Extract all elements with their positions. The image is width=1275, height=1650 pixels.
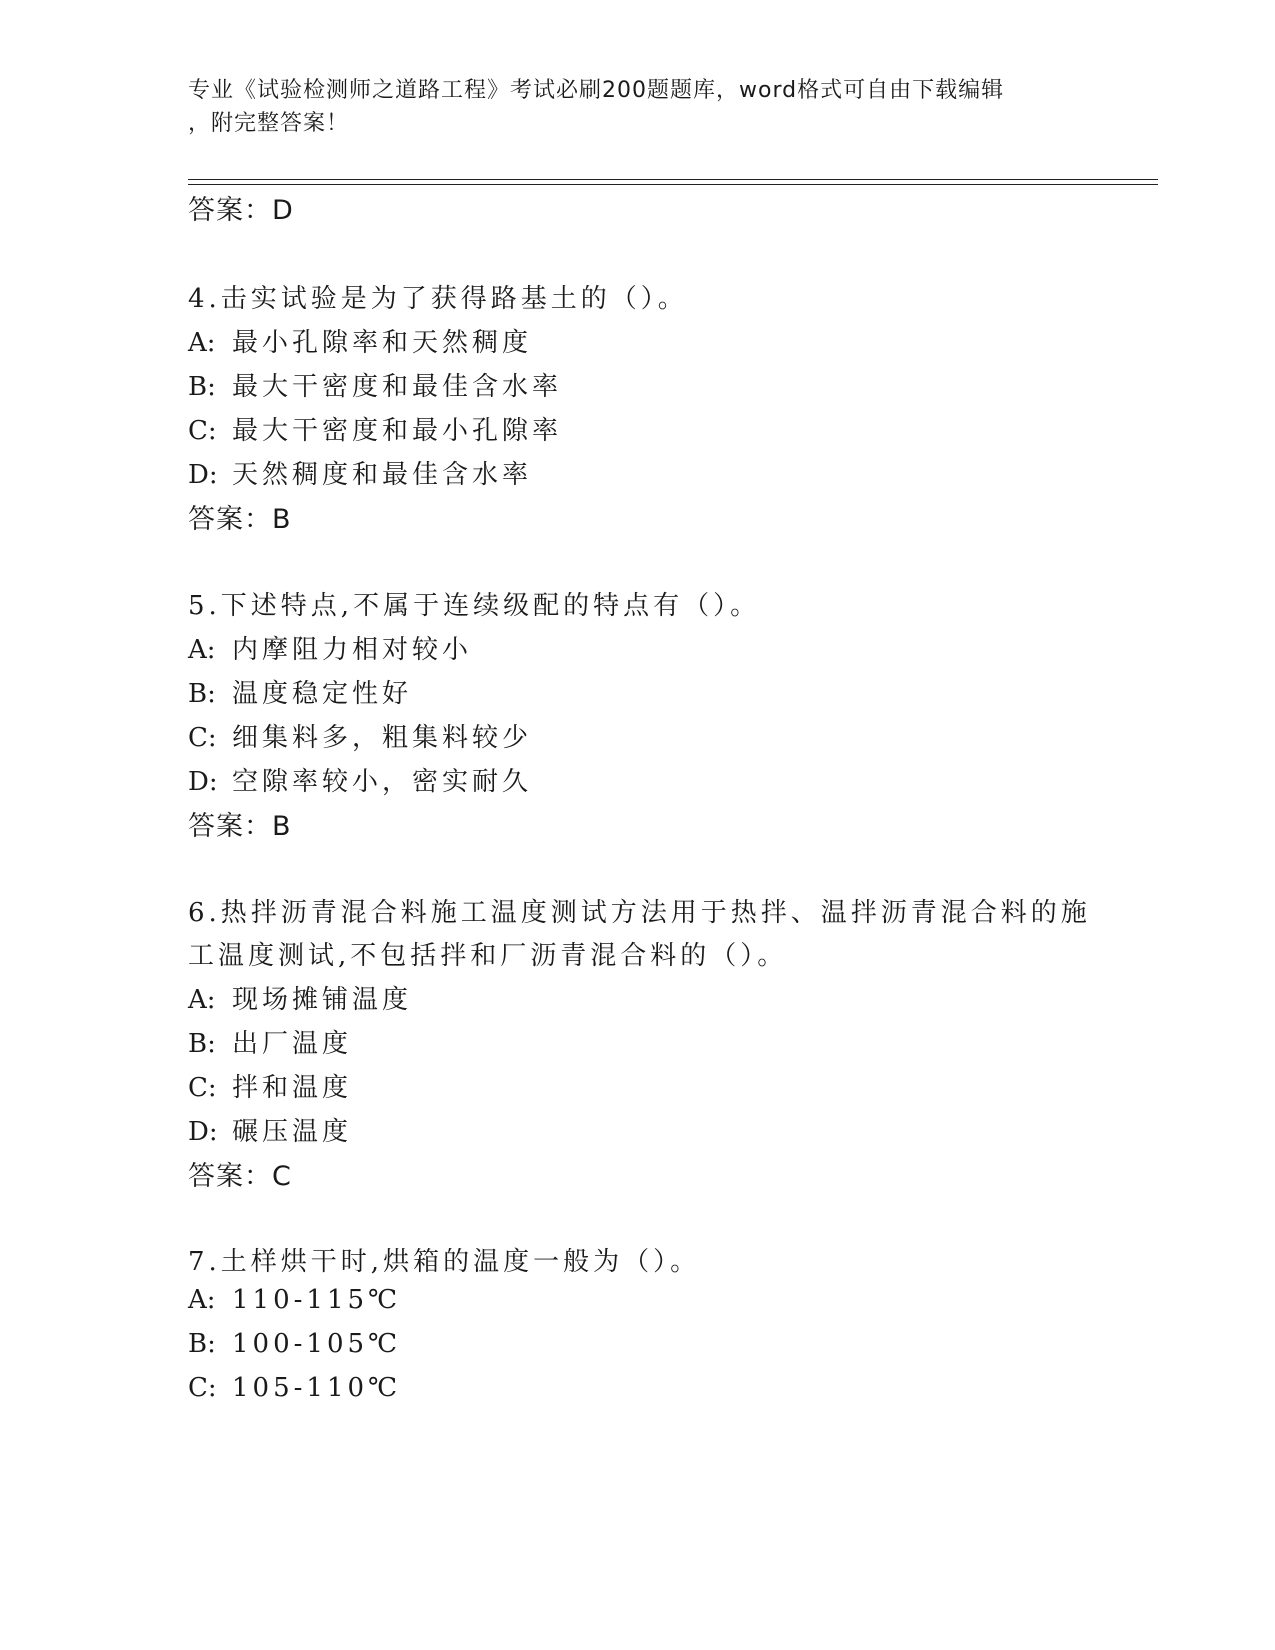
question-5-option-c <box>188 717 532 754</box>
question-6-option-a <box>188 979 412 1016</box>
header-line-2: ，附完整答案！ <box>188 111 350 136</box>
option-text: 内摩阻力相对较小 <box>232 635 473 665</box>
option-text: 最大干密度和最佳含水率 <box>232 372 563 402</box>
document-header <box>188 74 1088 140</box>
option-key: B: <box>188 1329 216 1359</box>
question-5-option-b <box>188 673 412 710</box>
option-text: 细集料多，粗集料较少 <box>232 723 533 753</box>
question-5-option-a <box>188 629 472 666</box>
option-key: A: <box>188 985 216 1015</box>
question-5-stem: 5.下述特点,不属于连续级配的特点有（）。 <box>188 591 761 621</box>
option-key: D: <box>188 1117 218 1147</box>
option-key: C: <box>188 416 217 446</box>
option-key: D: <box>188 460 218 490</box>
question-4-stem: 4.击实试验是为了获得路基土的（）。 <box>188 284 688 314</box>
option-key: A: <box>188 1285 216 1315</box>
option-key: B: <box>188 1029 216 1059</box>
question-6-stem-line-2: 工温度测试,不包括拌和厂沥青混合料的（）。 <box>188 941 788 971</box>
option-text: 100-105℃ <box>232 1329 402 1359</box>
question-7-option-c <box>188 1373 401 1403</box>
question-6-stem-line-1: 6.热拌沥青混合料施工温度测试方法用于热拌、温拌沥青混合料的施 <box>188 898 1091 928</box>
question-6-answer: 答案：C <box>188 1161 292 1192</box>
option-text: 碾压温度 <box>232 1117 353 1147</box>
option-key: A: <box>188 635 216 665</box>
header-divider-top <box>188 179 1158 180</box>
header-divider-bottom <box>188 184 1158 185</box>
option-key: C: <box>188 723 217 753</box>
option-key: C: <box>188 1073 217 1103</box>
option-text: 温度稳定性好 <box>232 679 413 709</box>
question-6-option-b <box>188 1023 352 1060</box>
option-text: 105-110℃ <box>232 1373 402 1403</box>
question-5-answer: 答案：B <box>188 811 292 842</box>
question-4-option-d <box>188 454 532 491</box>
option-text: 110-115℃ <box>232 1285 402 1315</box>
option-text: 拌和温度 <box>232 1073 353 1103</box>
option-text: 最小孔隙率和天然稠度 <box>232 328 533 358</box>
question-7-stem: 7.土样烘干时,烘箱的温度一般为（）。 <box>188 1247 701 1277</box>
option-text: 天然稠度和最佳含水率 <box>232 460 533 490</box>
question-4-option-b <box>188 366 562 403</box>
option-key: B: <box>188 679 216 709</box>
header-line-1: 专业《试验检测师之道路工程》考试必刷200题题库，word格式可自由下载编辑 <box>188 78 1005 103</box>
question-4-option-a <box>188 322 532 359</box>
option-text: 出厂温度 <box>232 1029 353 1059</box>
option-text: 空隙率较小，密实耐久 <box>232 767 533 797</box>
question-4-answer: 答案：B <box>188 504 292 535</box>
option-key: B: <box>188 372 216 402</box>
option-key: A: <box>188 328 216 358</box>
option-text: 现场摊铺温度 <box>232 985 413 1015</box>
question-6-option-d <box>188 1111 352 1148</box>
question-5-option-d <box>188 761 532 798</box>
question-7-option-a <box>188 1285 401 1315</box>
answer-previous: 答案：D <box>188 195 294 226</box>
question-7-option-b <box>188 1329 401 1359</box>
option-key: C: <box>188 1373 217 1403</box>
option-key: D: <box>188 767 218 797</box>
question-6-option-c <box>188 1067 352 1104</box>
question-4-option-c <box>188 410 562 447</box>
option-text: 最大干密度和最小孔隙率 <box>232 416 563 446</box>
